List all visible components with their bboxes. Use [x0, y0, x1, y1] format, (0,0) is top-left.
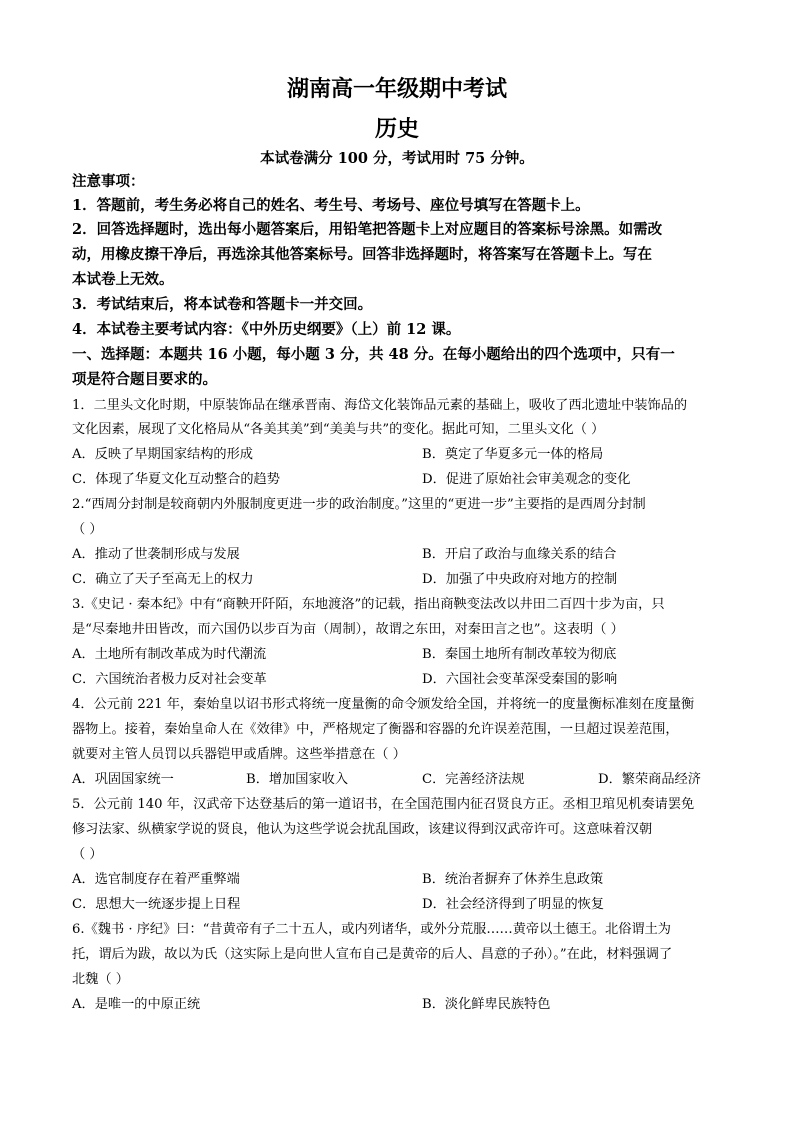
option-a: A．推动了世袭制形成与发展	[72, 547, 240, 562]
option-d: D．六国社会变革深受秦国的影响	[422, 672, 618, 687]
option-d: D．社会经济得到了明显的恢复	[422, 897, 605, 912]
question-text: 4．公元前 221 年，秦始皇以诏书形式将统一度量衡的命令颁发给全国，并将统一的度量衡标准刻在度量衡	[72, 697, 695, 712]
option-b: B．秦国土地所有制改革较为彻底	[422, 647, 617, 662]
question-text: 5．公元前 140 年，汉武帝下达登基后的第一道诏书，在全国范围内征召贤良方正。丞相卫琯见机奏请罢免	[72, 797, 695, 812]
notice-item: 1．答题前，考生务必将自己的姓名、考生号、考场号、座位号填写在答题卡上。	[72, 197, 590, 214]
notice-item: 4．本试卷主要考试内容：《中外历史纲要》（上）前 12 课。	[72, 321, 461, 338]
option-d: D．促进了原始社会审美观念的变化	[422, 472, 631, 487]
option-d: D．繁荣商品经济	[598, 772, 701, 787]
option-a: A．选官制度存在着严重弊端	[72, 872, 240, 887]
question-text: 文化因素，展现了文化格局从“各美其美”到“美美与共”的变化。据此可知，二里头文化（ ）	[72, 422, 605, 437]
option-a: A．反映了早期国家结构的形成	[72, 447, 253, 462]
question-text: 北魏（ ）	[72, 972, 129, 987]
option-c: C．确立了天子至高无上的权力	[72, 572, 254, 587]
notice-item: 动，用橡皮擦干净后，再选涂其他答案标号。回答非选择题时，将答案写在答题卡上。写在	[72, 246, 652, 263]
option-d: D．加强了中央政府对地方的控制	[422, 572, 618, 587]
option-c: C．完善经济法规	[422, 772, 525, 787]
question-text: 是“尽秦地井田皆改，而六国仍以步百为亩（周制），故谓之东田，对秦田言之也”。这表明（ ）	[72, 622, 624, 637]
option-b: B．淡化鲜卑民族特色	[422, 997, 551, 1012]
section-heading: 一、选择题：本题共 16 小题，每小题 3 分，共 48 分。在每小题给出的四个选项中，只有一	[72, 346, 675, 363]
option-c: C．思想大一统逐步提上日程	[72, 897, 241, 912]
option-a: A．土地所有制改革成为时代潮流	[72, 647, 267, 662]
section-heading: 项是符合题目要求的。	[72, 371, 217, 388]
notice-heading: 注意事项：	[72, 173, 145, 190]
option-c: C．六国统治者极力反对社会变革	[72, 672, 267, 687]
exam-title: 湖南高一年级期中考试	[286, 76, 507, 102]
option-c: C．体现了华夏文化互动整合的趋势	[72, 472, 280, 487]
option-b: B．增加国家收入	[246, 772, 349, 787]
exam-info: 本试卷满分 100 分，考试用时 75 分钟。	[260, 150, 534, 167]
question-text: 6.《魏书 · 序纪》曰：“昔黄帝有子二十五人，或内列诸华，或外分荒服……黄帝以土德王。北俗谓土为	[72, 922, 671, 937]
option-a: A．巩固国家统一	[72, 772, 174, 787]
question-text: （ ）	[72, 847, 103, 862]
question-text: 器物上。接着，秦始皇命人在《效律》中，严格规定了衡器和容器的允许误差范围，一旦超过误差范围，	[72, 722, 679, 737]
option-a: A．是唯一的中原正统	[72, 997, 201, 1012]
question-text: （ ）	[72, 522, 103, 537]
option-b: B．开启了政治与血缘关系的结合	[422, 547, 617, 562]
option-b: B．奠定了华夏多元一体的格局	[422, 447, 604, 462]
notice-item: 2．回答选择题时，选出每小题答案后，用铅笔把答题卡上对应题目的答案标号涂黑。如需改	[72, 221, 663, 238]
notice-item: 本试卷上无效。	[72, 271, 174, 288]
question-text: 就要对主管人员罚以兵器铠甲或盾牌。这些举措意在（ ）	[72, 747, 406, 762]
question-text: 修习法家、纵横家学说的贤良，他认为这些学说会扰乱国政，该建议得到汉武帝许可。这意味着汉朝	[72, 822, 653, 837]
question-text: 2.“西周分封制是较商朝内外服制度更进一步的政治制度。”这里的“更进一步”主要指的是西周分封制	[72, 497, 646, 512]
question-text: 1．二里头文化时期，中原装饰品在继承晋南、海岱文化装饰品元素的基础上，吸收了西北遗址中装饰品的	[72, 398, 688, 413]
subject-title: 历史	[374, 116, 419, 142]
option-b: B．统治者摒弃了休养生息政策	[422, 872, 604, 887]
question-text: 托，谓后为跋，故以为氏（这实际上是向世人宣布自己是黄帝的后人、昌意的子孙）。”在此，材料强调了	[72, 947, 673, 962]
question-text: 3.《史记 · 秦本纪》中有“商鞅开阡陌，东地渡洛”的记载，指出商鞅变法改以井田二百四十步为亩，只	[72, 597, 665, 612]
notice-item: 3．考试结束后，将本试卷和答题卡一并交回。	[72, 296, 373, 313]
